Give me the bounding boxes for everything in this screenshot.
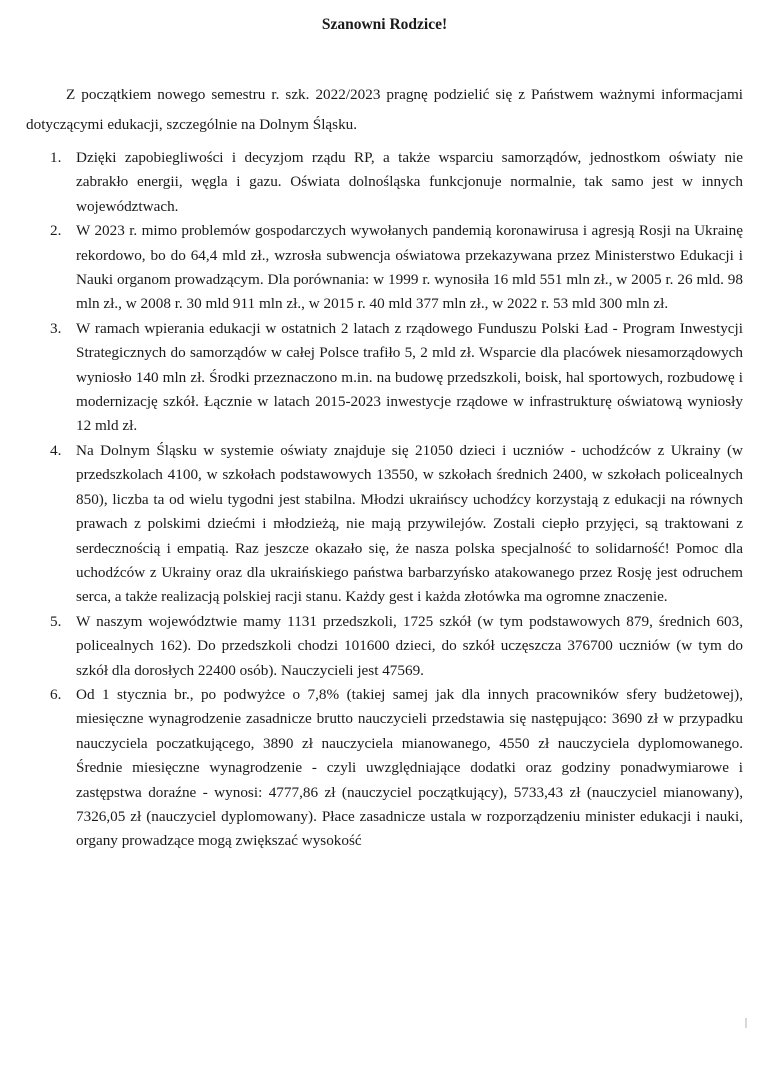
- list-item: [0, 317, 769, 439]
- item-text: W naszym województwie mamy 1131 przedszkoli, 1725 szkół (w tym podstawowych 879, średnich 603, policealnych 162). Do przedszkoli chodzi 101600 dzieci, do szkół uczęszcza 376700 uczniów (w tym do szkół dla dorosłych 22400 osób). Nauczycieli jest 47569.: [76, 612, 743, 679]
- item-text: Dzięki zapobiegliwości i decyzjom rządu RP, a także wsparciu samorządów, jednostkom oświaty nie zabrakło energii, węgla i gazu. Oświata dolnośląska funkcjonuje normalnie, tak samo jest w innych województwach.: [76, 149, 743, 215]
- item-number: 4.: [50, 441, 62, 459]
- list-item: [0, 219, 769, 317]
- item-number: 5.: [50, 612, 62, 630]
- numbered-list: [0, 146, 769, 854]
- item-text: W ramach wpierania edukacji w ostatnich 2 latach z rządowego Funduszu Polski Ład - Program Inwestycji Strategicznych do samorządów w całej Polsce trafiło 5, 2 mld zł. Wsparcie dla placówek niesamorządowych wyniosło 140 mln zł. Środki przeznaczono m.in. na budowę przedszkoli, boisk, hal sportowych, rozbudowę i modernizację szkół. Łącznie w latach 2015-2023 inwestycje rządowe w infrastrukturę oświatową wyniosły 12 mld zł.: [76, 319, 743, 435]
- item-text: W 2023 r. mimo problemów gospodarczych wywołanych pandemią koronawirusa i agresją Rosji na Ukrainę rekordowo, bo do 64,4 mld zł., wzrosła subwencja oświatowa przekazywana przez Ministerstwo Edukacji i Nauki organom prowadzącym. Dla porównania: w 1999 r. wynosiła 16 mld 551 mln zł., w 2005 r. 26 mld. 98 mln zł., w 2008 r. 30 mld 911 mln zł., w 2015 r. 40 mld 377 mln zł., w 2022 r. 53 mld 300 mln zł.: [76, 222, 743, 313]
- scan-artifact: [745, 1018, 747, 1028]
- item-text: Od 1 stycznia br., po podwyżce o 7,8% (takiej samej jak dla innych pracowników sfery budżetowej), miesięczne wynagrodzenie zasadnicze brutto nauczycieli przedstawia się następująco: 3690 zł w przypadku nauczyciela poczatkującego, 3890 zł nauczyciela mianowanego, 4550 zł nauczyciela dyplomowanego. Średnie miesięczne wynagrodzenie - czyli uwzględniające dodatki oraz godziny ponadwymiarowe i zastępstwa doraźne - wynosi: 4777,86 zł (nauczyciel początkujący), 5733,43 zł (nauczyciel mianowany), 7326,05 zł (nauczyciel dyplomowany). Płace zasadnicze ustala w rozporządzeniu minister edukacji i nauki, organy prowadzące mogą zwiększać wysokość: [76, 685, 743, 850]
- letter-title: Szanowni Rodzice!: [321, 16, 448, 33]
- intro-paragraph: Z początkiem nowego semestru r. szk. 2022/2023 pragnę podzielić się z Państwem ważnymi informacjami dotyczącymi edukacji, szczególnie na Dolnym Śląsku.: [26, 86, 743, 133]
- item-text: Na Dolnym Śląsku w systemie oświaty znajduje się 21050 dzieci i uczniów - uchodźców z Ukrainy (w przedszkolach 4100, w szkołach podstawowych 13550, w szkołach średnich 2400, w szkołach policealnych 850), liczba ta od wielu tygodni jest stabilna. Młodzi ukraińscy uchodźcy korzystają z edukacji na równych prawach z polskimi dziećmi i młodzieżą, nie mają przywilejów. Zostali ciepło przyjęci, są traktowani z serdecznością i empatią. Raz jeszcze okazało się, że nasza polska specjalność to solidarność! Pomoc dla uchodźców z Ukrainy oraz dla ukraińskiego państwa barbarzyńsko atakowanego przez Rosję jest odruchem serca, a także realizacją polskiej racji stanu. Każdy gest i każda złotówka ma ogromne znaczenie.: [76, 441, 743, 606]
- item-number: 6.: [50, 685, 62, 703]
- item-number: 3.: [50, 319, 62, 337]
- item-number: 1.: [50, 149, 62, 166]
- list-item: [0, 439, 769, 610]
- list-item: [0, 683, 769, 854]
- list-item: [0, 146, 769, 219]
- list-item: [0, 610, 769, 683]
- item-number: 2.: [50, 222, 62, 240]
